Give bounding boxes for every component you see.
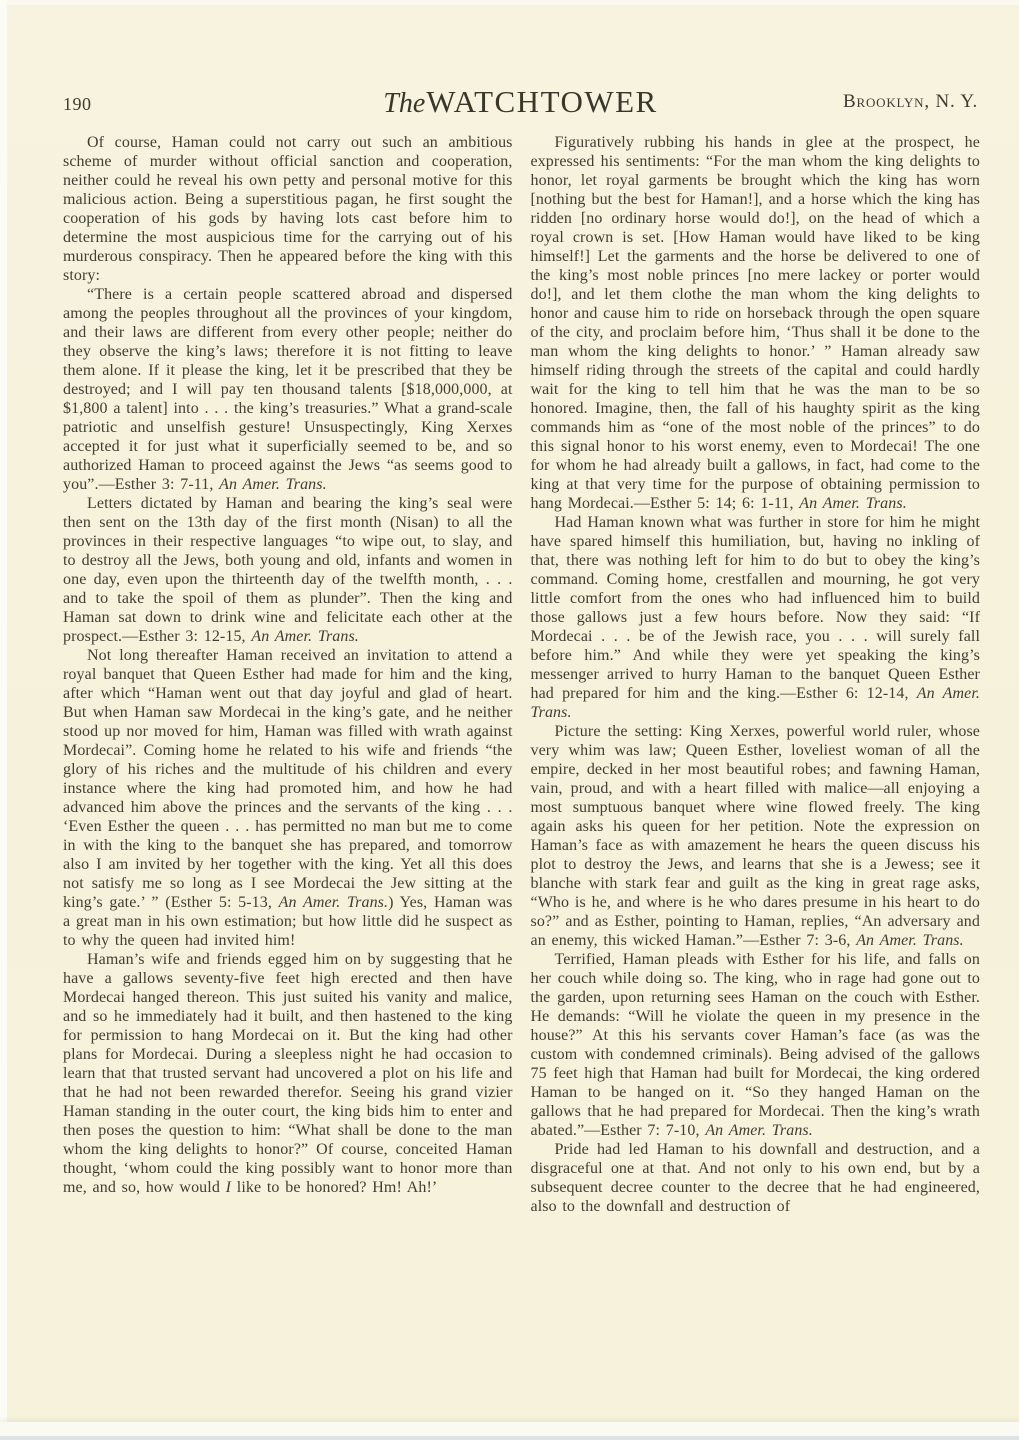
text-segment: Of course, Haman could not carry out such an ambitious scheme of murder without official sanction and cooperation, neither could he reveal his own petty and personal motive for this malicious action. Being a superstitious pagan, he first sought the cooperation of his gods by having lots cast before him to determine the most auspicious time for the carrying out of his murderous conspiracy. Then he appeared before the king with this story:	[63, 134, 513, 284]
paragraph	[531, 722, 981, 950]
scan-edge-top	[0, 0, 1019, 5]
paragraph	[531, 133, 981, 513]
text-segment: Figuratively rubbing his hands in glee at the prospect, he expressed his sentiments: “For the man whom the king delights to honor, let royal garments be brought which the king has worn [nothing but the best for Haman!], and a horse which the king has ridden [no ordinary horse would do!], on the head of which a royal crown is set. [How Haman would have liked to be king himself!] Let the garments and the horse be delivered to one of the king’s most noble princes [no mere lackey or porter would do!], and let them clothe the man whom the king delights to honor and cause him to ride on horseback through the open square of the city, and proclaim before him, ‘Thus shall it be done to the man whom the king delights to honor.’ ” Haman already saw himself riding through the streets of the capital and could hardly wait for the king to tell him that he was the man to be so honored. Imagine, then, the fall of his haughty spirit as the king commands him as “one of the most noble of the princes” to do this signal honor to his worst enemy, even to Mordecai! The one for whom he had already built a gallows, in fact, had come to the king at that very time for the purpose of obtaining permission to hang Mordecai.—Esther 5: 14; 6: 1-11,	[530, 134, 980, 512]
masthead	[383, 84, 657, 120]
column-left	[63, 133, 513, 1216]
page-header	[63, 84, 978, 124]
text-segment: I	[225, 1179, 232, 1196]
text-segment: Terrified, Haman pleads with Esther for his life, and falls on her couch while doing so. The king, who in rage had gone out to the garden, upon returning sees Haman on the couch with Esther. He demands: “Will he violate the queen in my presence in the house?” At this his servants cover Haman’s face (as was the custom with condemned criminals). Being advised of the gallows 75 feet high that Haman had built for Mordecai, the king ordered Haman to be hanged on it. “So they hanged Haman on the gallows that he had prepared for Mordecai. Then the king’s wrath abated.”—Esther 7: 7-10,	[530, 951, 980, 1139]
paragraph	[531, 950, 981, 1140]
paragraph	[63, 285, 513, 494]
text-segment: like to be honored? Hm! Ah!’	[231, 1179, 438, 1196]
text-segment: Pride had led Haman to his downfall and destruction, and a disgraceful one at that. And not only to his own end, but by a subsequent decree counter to the decree that he had engineered, also to the downfall and destruction of	[530, 1141, 980, 1215]
text-segment: An Amer. Trans.	[705, 1122, 813, 1139]
text-segment: Not long thereafter Haman received an invitation to attend a royal banquet that Queen Esther had made for him and the king, after which “Haman went out that day joyful and glad of heart. But when Haman saw Mordecai in the king’s gate, and he neither stood up nor moved for him, Haman was filled with wrath against Mordecai”. Coming home he related to his wife and friends “the glory of his riches and the multitude of his children and every instance where the king had promoted him, and how he had advanced him above the princes and the servants of the king . . . ‘Even Esther the queen . . . has permitted no man but me to come in with the king to the banquet she has prepared, and tomorrow also I am invited by her together with the king. Yet all this does not satisfy me so long as I see Mordecai the Jew sitting at the king’s gate.’ ” (Esther 5: 5-13,	[63, 647, 513, 911]
page-number: 190	[63, 94, 92, 114]
paragraph	[63, 133, 513, 285]
article-body	[63, 133, 980, 1216]
paragraph	[531, 1140, 981, 1216]
text-segment: An Amer. Trans.	[799, 495, 907, 512]
paragraph	[63, 950, 513, 1197]
scan-edge-bottom	[0, 1422, 1019, 1440]
masthead-the-word: The	[383, 88, 426, 119]
text-segment: Picture the setting: King Xerxes, powerful world ruler, whose very whim was law; Queen Esther, loveliest woman of all the empire, decked in her most beautiful robes; and fawning Haman, vain, proud, and with a heart filled with malice—all enjoying a most sumptuous banquet where wine flowed freely. The king again asks his queen for her petition. Note the expression on Haman’s face as with amazement he hears the queen discuss his plot to destroy the Jews, and learns that she is a Jewess; see it blanche with stark fear and guilt as the king in great rage asks, “Who is he, and where is he who dares presume in his heart to do so?” and as Esther, pointing to Haman, replies, “An adversary and an enemy, this wicked Haman.”—Esther 7: 3-6,	[530, 723, 980, 949]
paragraph	[531, 513, 981, 722]
scan-edge-left	[0, 0, 7, 1440]
text-segment: Letters dictated by Haman and bearing the king’s seal were then sent on the 13th day of the first month (Nisan) to all the provinces in their respective languages “to wipe out, to slay, and to destroy all the Jews, both young and old, infants and women in one day, even upon the thirteenth day of the twelfth month, . . . and to take the spoil of them as plunder”. Then the king and Haman sat down to drink wine and felicitate each other at the prospect.—Esther 3: 12-15,	[63, 495, 513, 645]
text-segment: An Amer. Trans.	[278, 894, 389, 911]
paragraph	[63, 646, 513, 950]
column-right	[531, 133, 981, 1216]
text-segment: An Amer. Trans.	[856, 932, 964, 949]
text-segment: An Amer. Trans.	[219, 476, 327, 493]
text-segment: “There is a certain people scattered abroad and dispersed among the peoples throughout all the provinces of your kingdom, and their laws are different from every other people; neither do they observe the king’s laws; therefore it is not fitting to leave them alone. If it please the king, let it be prescribed that they be destroyed; and I will pay ten thousand talents [$18,000,000, at $1,800 a talent] into . . . the king’s treasuries.” What a grand-scale patriotic and unselfish gesture! Unsuspectingly, King Xerxes accepted it for just what it superficially seemed to be, and so authorized Haman to proceed against the Jews “as seems good to you”.—Esther 3: 7-11,	[63, 286, 513, 493]
text-segment: Haman’s wife and friends egged him on by suggesting that he have a gallows seventy-five feet high erected and then have Mordecai hanged thereon. This just suited his vanity and malice, and so he immediately had it built, and then hastened to the king for permission to hang Mordecai on it. But the king had other plans for Mordecai. During a sleepless night he had occasion to learn that that trusted servant had uncovered a plot on his life and that he had not been rewarded therefor. Seeing his grand vizier Haman standing in the outer court, the king bids him to enter and then poses the question to him: “What shall be done to the man whom the king delights to honor?” Of course, conceited Haman thought, ‘whom could the king possibly want to honor more than me, and so, how would	[63, 951, 513, 1196]
location-header: Brooklyn, N. Y.	[843, 91, 978, 112]
paragraph	[63, 494, 513, 646]
text-segment: An Amer. Trans.	[530, 685, 980, 721]
masthead-title: WATCHTOWER	[426, 84, 658, 119]
text-segment: Had Haman known what was further in store for him he might have spared himself this humiliation, but, having no inkling of that, there was nothing left for him to do but to obey the king’s command. Coming home, crestfallen and mourning, he got very little comfort from the ones who had influenced him to build those gallows just a few hours before. Now they said: “If Mordecai . . . be of the Jewish race, you . . . will surely fall before him.” And while they were yet speaking the king’s messenger arrived to hurry Haman to the banquet Queen Esther had prepared for him and the king.—Esther 6: 12-14,	[530, 514, 980, 702]
text-segment: ) Yes, Haman was a great man in his own estimation; but how little did he suspect as to why the queen had invited him!	[63, 894, 513, 949]
text-segment: An Amer. Trans.	[251, 628, 359, 645]
